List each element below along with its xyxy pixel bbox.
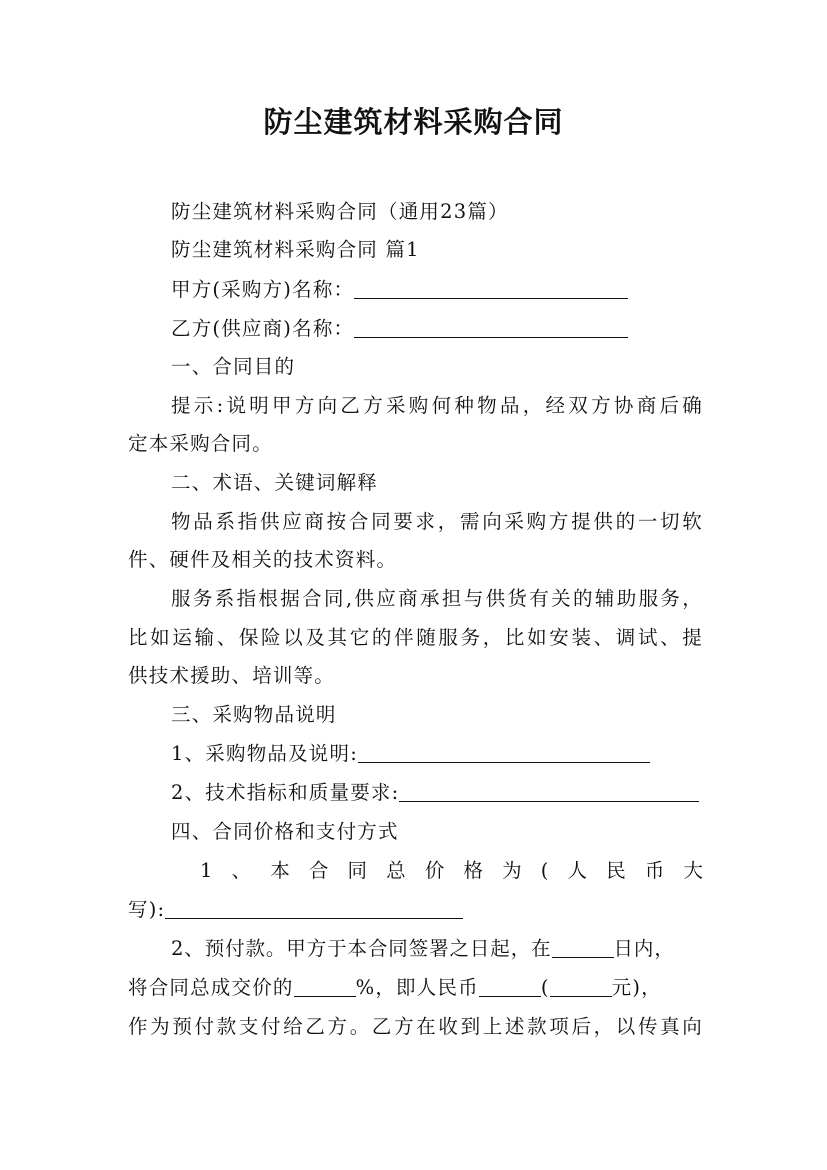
advance-payment-text-d: %，即人民币	[355, 976, 479, 999]
section-2-para-1-line-2: 件、硬件及相关的技术资料。	[128, 548, 398, 571]
party-a-name-blank	[354, 278, 628, 299]
section-1-hint-line-2: 定本采购合同。	[128, 432, 273, 455]
advance-payment-text-e: (	[540, 976, 550, 999]
rmb-amount-blank	[479, 976, 541, 997]
advance-payment-text-b: 日内，	[613, 937, 675, 960]
technical-requirements-blank	[399, 781, 699, 802]
document-subtitle: 防尘建筑材料采购合同（通用23篇）	[171, 200, 509, 223]
section-4-item-1-line-1: 1、本合同总价格为(人民币大	[200, 859, 703, 882]
party-b-name-blank	[354, 317, 628, 338]
advance-payment-text-f: 元)，	[611, 976, 662, 999]
yuan-amount-blank	[550, 976, 612, 997]
advance-payment-text-a: 2、预付款。甲方于本合同签署之日起，在	[171, 937, 552, 960]
section-3-item-1	[171, 740, 703, 768]
section-4-item-1-line-2	[128, 896, 703, 924]
document-title: 防尘建筑材料采购合同	[263, 105, 564, 139]
section-1-hint-line-1: 提示:说明甲方向乙方采购何种物品，经双方协商后确	[171, 394, 703, 417]
item-description-blank	[358, 742, 650, 763]
section-4-item-2-line-1	[171, 935, 703, 963]
party-b-line	[171, 315, 703, 343]
part-heading: 防尘建筑材料采购合同 篇1	[171, 238, 420, 261]
section-3-item-2-label: 2、技术指标和质量要求:	[171, 781, 400, 804]
section-2-para-2-line-3: 供技术援助、培训等。	[128, 664, 336, 687]
section-2-para-2-line-2: 比如运输、保险以及其它的伴随服务，比如安装、调试、提	[128, 626, 703, 649]
advance-payment-text-c: 将合同总成交价的	[128, 976, 294, 999]
days-blank	[552, 937, 614, 958]
section-3-item-1-label: 1、采购物品及说明:	[171, 742, 358, 765]
section-4-item-2-line-2	[128, 974, 703, 1002]
section-3-item-2	[171, 779, 703, 807]
section-4-heading: 四、合同价格和支付方式	[171, 820, 399, 843]
percentage-blank	[294, 976, 356, 997]
section-2-para-2-line-1: 服务系指根据合同,供应商承担与供货有关的辅助服务，	[171, 587, 703, 610]
section-1-heading: 一、合同目的	[171, 355, 296, 378]
party-a-line	[171, 276, 703, 304]
section-4-item-1-label: 写):	[128, 898, 166, 921]
section-4-item-2-line-3: 作为预付款支付给乙方。乙方在收到上述款项后，以传真向	[128, 1015, 703, 1038]
party-a-label: 甲方(采购方)名称：	[171, 278, 355, 301]
section-2-heading: 二、术语、关键词解释	[171, 471, 379, 494]
total-price-uppercase-blank	[165, 898, 463, 919]
party-b-label: 乙方(供应商)名称：	[171, 317, 355, 340]
section-2-para-1-line-1: 物品系指供应商按合同要求，需向采购方提供的一切软	[171, 510, 703, 533]
section-3-heading: 三、采购物品说明	[171, 703, 337, 726]
